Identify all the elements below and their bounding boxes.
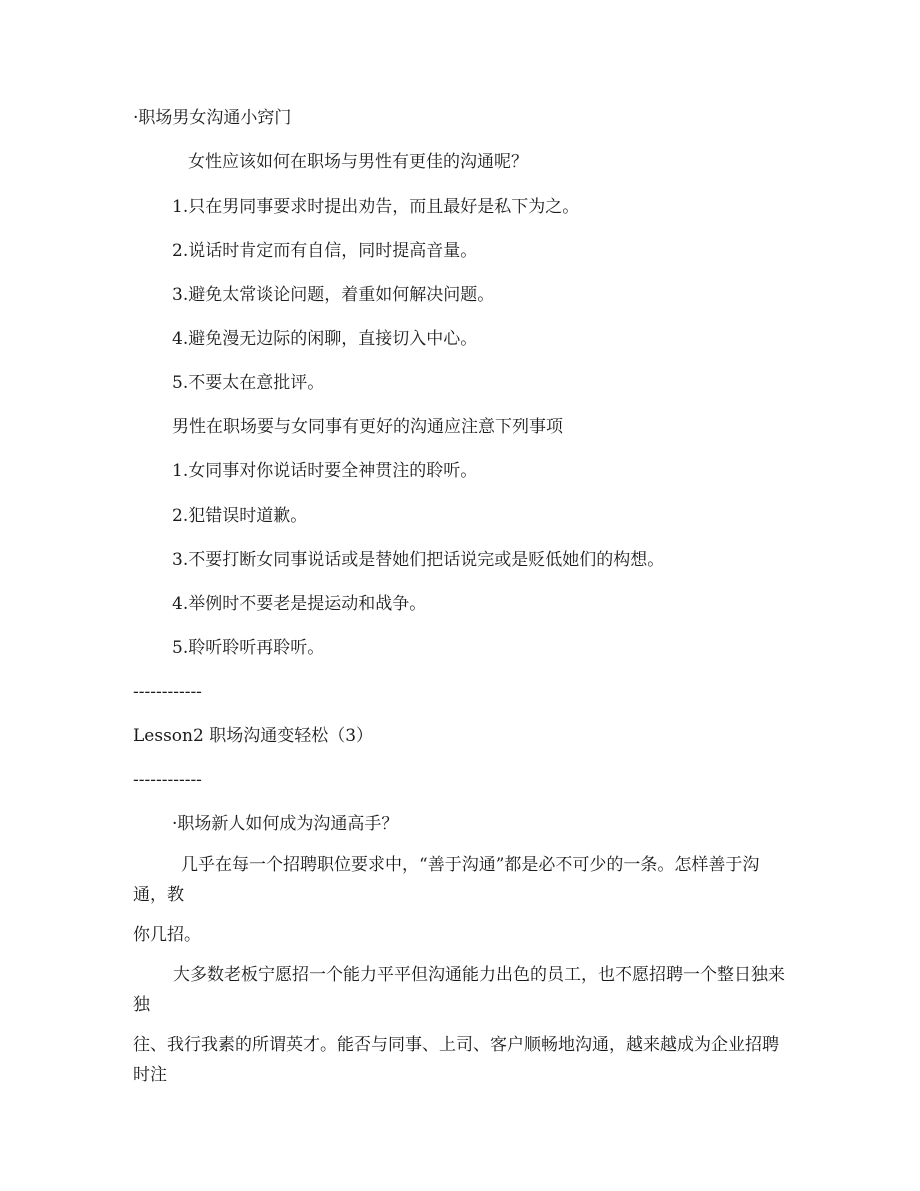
divider-top: ------------ (133, 682, 202, 702)
women-tip-2: 2.说话时肯定而有自信，同时提高音量。 (172, 241, 478, 261)
lesson-title: Lesson2 职场沟通变轻松（3） (133, 726, 374, 746)
men-tip-1: 1.女同事对你说话时要全神贯注的聆听。 (172, 461, 478, 481)
paragraph-2-line-2: 往、我行我素的所谓英才。能否与同事、上司、客户顺畅地沟通，越来越成为企业招聘时注 (133, 1035, 779, 1085)
women-tip-3: 3.避免太常谈论问题，着重如何解决问题。 (172, 285, 495, 305)
women-tip-1: 1.只在男同事要求时提出劝告，而且最好是私下为之。 (172, 197, 580, 217)
men-tip-4: 4.举例时不要老是提运动和战争。 (172, 594, 427, 614)
men-tip-5: 5.聆听聆听再聆听。 (172, 638, 325, 658)
section-heading-gender-communication: ·职场男女沟通小窍门 (133, 108, 292, 128)
men-intro: 男性在职场要与女同事有更好的沟通应注意下列事项 (172, 417, 563, 437)
paragraph-2-line-1: 大多数老板宁愿招一个能力平平但沟通能力出色的员工，也不愿招聘一个整日独来独 (133, 965, 785, 1015)
men-tip-2: 2.犯错误时道歉。 (172, 506, 308, 526)
men-tip-3: 3.不要打断女同事说话或是替她们把话说完或是贬低她们的构想。 (172, 550, 665, 570)
women-question: 女性应该如何在职场与男性有更佳的沟通呢？ (188, 152, 528, 172)
women-tip-5: 5.不要太在意批评。 (172, 373, 325, 393)
section-heading-newcomer: ·职场新人如何成为沟通高手？ (172, 814, 399, 834)
paragraph-1-line-1: 几乎在每一个招聘职位要求中，“善于沟通”都是必不可少的一条。怎样善于沟通，教 (133, 855, 760, 905)
divider-bottom: ------------ (133, 770, 202, 790)
women-tip-4: 4.避免漫无边际的闲聊，直接切入中心。 (172, 329, 478, 349)
paragraph-1-line-2: 你几招。 (133, 925, 201, 945)
